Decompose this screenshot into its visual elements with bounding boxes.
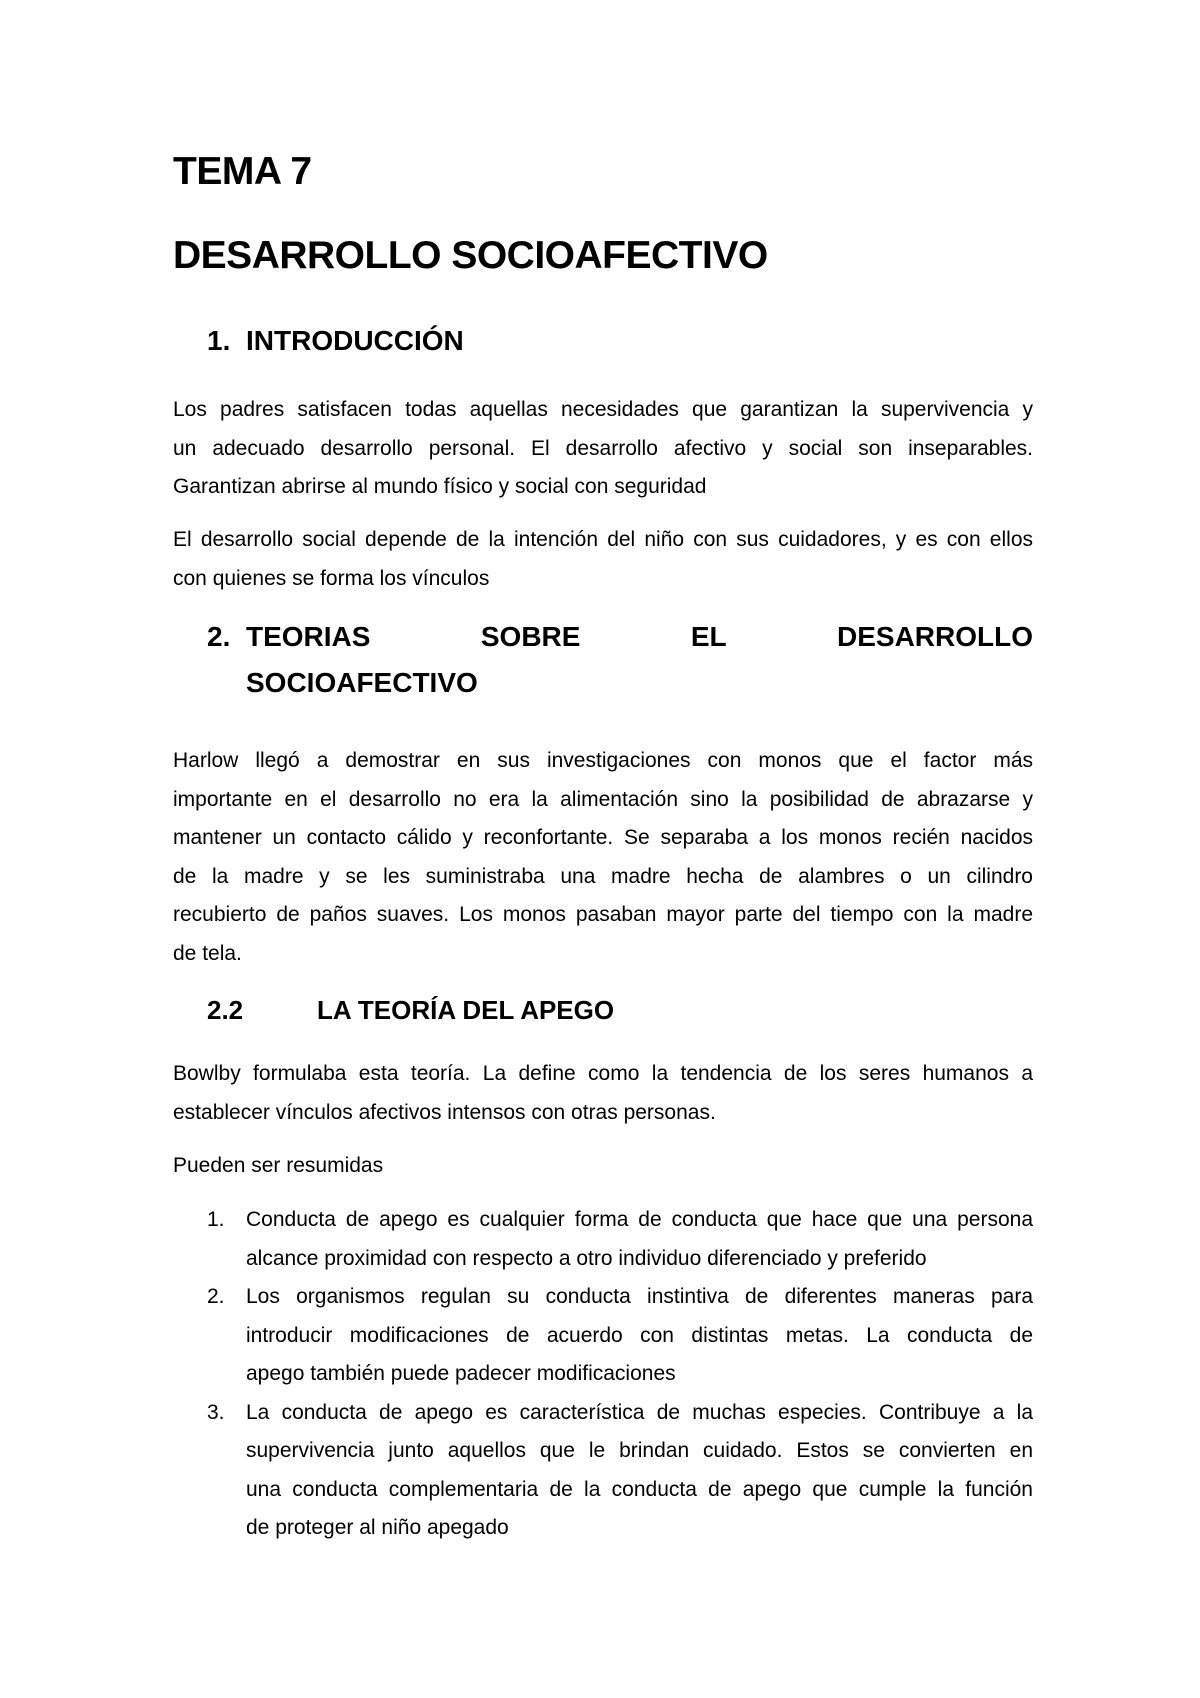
harlow-paragraph <box>173 742 1033 973</box>
paragraph-line: importante en el desarrollo no era la alimentación sino la posibilidad de abrazarse y <box>173 787 1033 811</box>
section-2-heading <box>207 614 1033 706</box>
paragraph-line: un adecuado desarrollo personal. El desarrollo afectivo y social son inseparables. <box>173 436 1033 460</box>
list-line: alcance proximidad con respecto a otro individuo diferenciado y preferido <box>246 1246 927 1270</box>
list-line: supervivencia junto aquellos que le brindan cuidado. Estos se convierten en <box>246 1439 1033 1462</box>
section-2-word: DESARROLLO <box>837 621 1033 652</box>
list-marker: 1. <box>207 1208 225 1231</box>
list-line: introducir modificaciones de acuerdo con distintas metas. La conducta de <box>246 1323 1033 1347</box>
apego-list <box>173 1201 1033 1548</box>
paragraph-line: de tela. <box>173 941 242 965</box>
paragraph-line: Los padres satisfacen todas aquellas necesidades que garantizan la supervivencia y <box>173 398 1033 421</box>
section-1-number: 1. <box>207 325 231 356</box>
paragraph-line: Bowlby formulaba esta teoría. La define como la tendencia de los seres humanos a <box>173 1062 1033 1085</box>
list-item <box>173 1394 1033 1548</box>
bowlby-paragraph <box>173 1055 1033 1132</box>
paragraph-line: de la madre y se les suministraba una madre hecha de alambres o un cilindro <box>173 864 1033 888</box>
list-marker: 2. <box>207 1285 225 1308</box>
paragraph-line: mantener un contacto cálido y reconfortante. Se separaba a los monos recién nacidos <box>173 826 1033 849</box>
list-marker: 3. <box>207 1400 225 1424</box>
list-line: Los organismos regulan su conducta instintiva de diferentes maneras para <box>246 1285 1033 1308</box>
paragraph-line: Harlow llegó a demostrar en sus investigaciones con monos que el factor más <box>173 749 1033 772</box>
paragraph-line: El desarrollo social depende de la intención del niño con sus cuidadores, y es con ellos <box>173 528 1033 551</box>
list-line: La conducta de apego es característica de muchas especies. Contribuye a la <box>246 1400 1033 1424</box>
section-2-word: TEORIAS <box>246 621 371 652</box>
list-line: apego también puede padecer modificaciones <box>246 1362 676 1385</box>
list-item <box>173 1201 1033 1278</box>
section-2-title-line2: SOCIOAFECTIVO <box>246 667 478 698</box>
intro-paragraph-1 <box>173 391 1033 507</box>
list-intro: Pueden ser resumidas <box>173 1154 384 1177</box>
list-line: de proteger al niño apegado <box>246 1516 509 1539</box>
document-title: DESARROLLO SOCIOAFECTIVO <box>173 234 768 277</box>
intro-paragraph-2 <box>173 521 1033 598</box>
section-2-number: 2. <box>207 621 231 652</box>
paragraph-line: Garantizan abrirse al mundo físico y social con seguridad <box>173 475 707 498</box>
list-item <box>173 1278 1033 1394</box>
list-line: Conducta de apego es cualquier forma de conducta que hace que una persona <box>246 1208 1033 1231</box>
paragraph-line: con quienes se forma los vínculos <box>173 566 490 590</box>
section-2-2-title: LA TEORÍA DEL APEGO <box>317 995 615 1025</box>
section-2-word: EL <box>690 621 727 652</box>
section-1-title: INTRODUCCIÓN <box>246 325 464 356</box>
paragraph-line: establecer vínculos afectivos intensos con otras personas. <box>173 1100 716 1124</box>
list-line: una conducta complementaria de la conducta de apego que cumple la función <box>246 1477 1033 1501</box>
tema-heading: TEMA 7 <box>173 150 312 193</box>
paragraph-line: recubierto de paños suaves. Los monos pasaban mayor parte del tiempo con la madre <box>173 903 1033 926</box>
section-2-2-number: 2.2 <box>207 995 244 1025</box>
section-2-word: SOBRE <box>480 621 581 652</box>
